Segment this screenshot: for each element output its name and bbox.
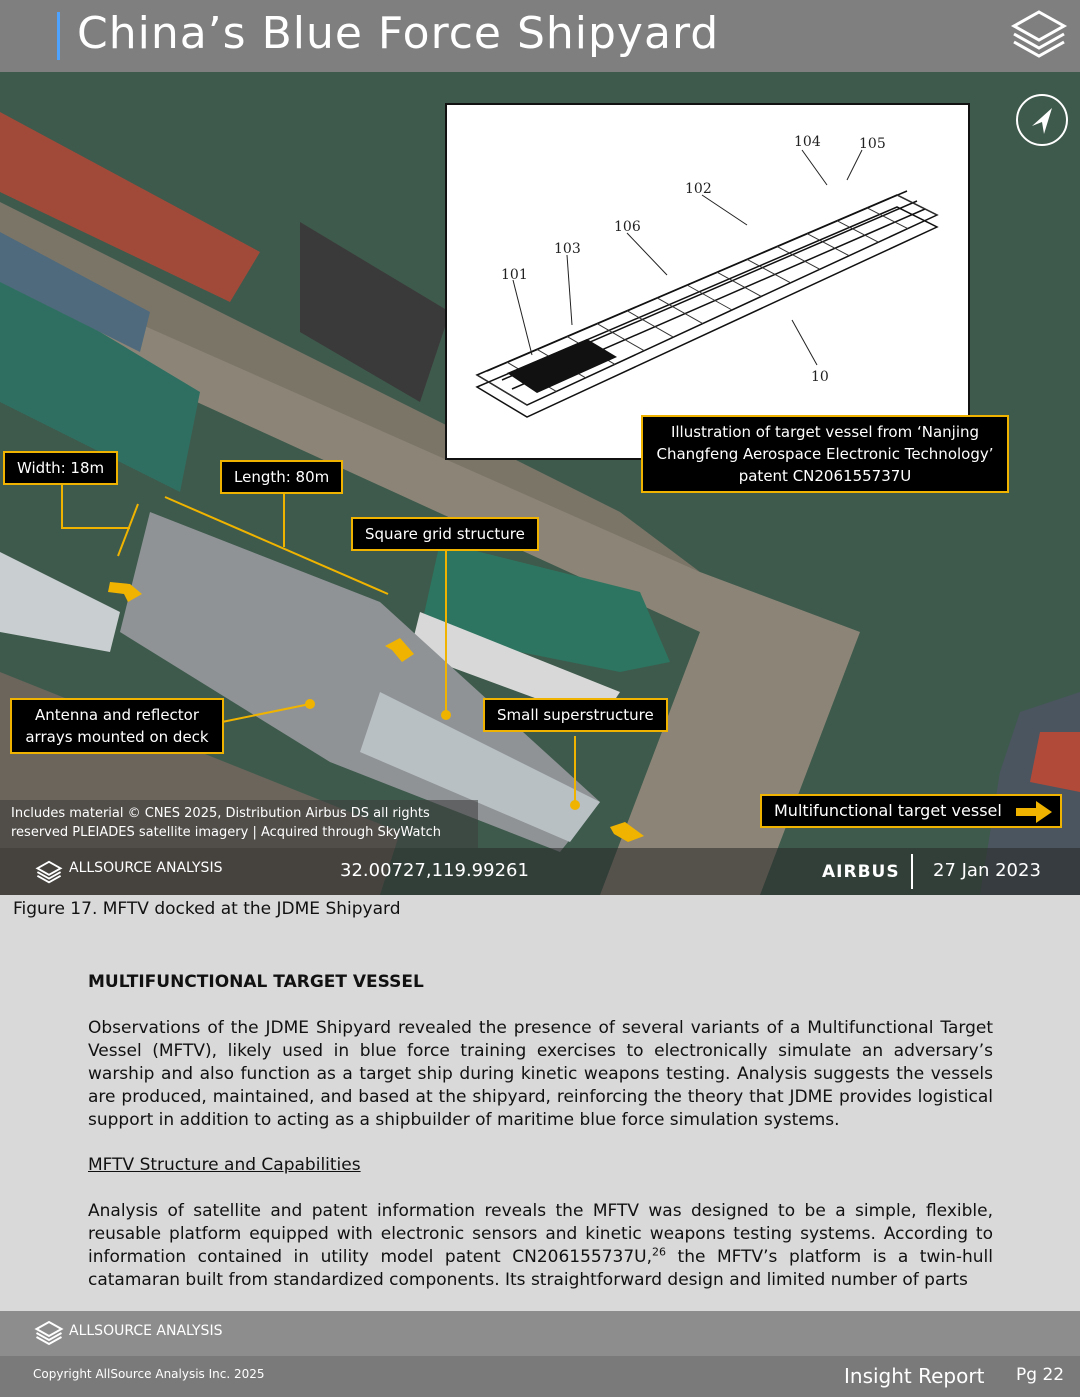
label-mftv-text: Multifunctional target vessel: [774, 801, 1002, 820]
image-date: 27 Jan 2023: [933, 860, 1041, 881]
image-info-bar: [0, 848, 1080, 895]
patent-number-104: 104: [794, 134, 821, 150]
patent-number-102: 102: [685, 181, 712, 197]
label-length: Length: 80m: [220, 460, 343, 494]
allsource-logo-icon: [33, 1320, 65, 1348]
label-mftv: [760, 794, 1062, 828]
footnote-ref[interactable]: 26: [652, 1245, 667, 1259]
label-superstructure: Small superstructure: [483, 698, 668, 732]
info-separator: [911, 854, 913, 889]
patent-number-10: 10: [811, 369, 829, 385]
footer-report-title: Insight Report: [844, 1364, 985, 1388]
image-brand: ALLSOURCE ANALYSIS: [69, 860, 223, 876]
patent-illustration: [445, 103, 970, 460]
allsource-logo-icon: [33, 860, 65, 886]
label-antenna: Antenna and reflector arrays mounted on deck: [10, 698, 224, 754]
image-credit: Includes material © CNES 2025, Distribution Airbus DS all rights reserved PLEIADES satellite imagery | Acquired through SkyWatch: [0, 800, 478, 848]
airbus-logo: AIRBUS: [822, 862, 900, 882]
paragraph-2-part-a: Analysis of satellite and patent information reveals the MFTV was designed to be a simple, flexible, reusable platform equipped with electronic sensors and kinetic weapons testing systems. According to information contained in utility model patent CN206155737U,: [88, 1201, 993, 1267]
patent-number-106: 106: [614, 219, 641, 235]
patent-number-101: 101: [501, 267, 528, 283]
label-grid: Square grid structure: [351, 517, 539, 551]
paragraph-1: Observations of the JDME Shipyard revealed the presence of several variants of a Multifunctional Target Vessel (MFTV), likely used in blue force training exercises to electronically simulate an adversary’s warship and also function as a target ship during kinetic weapons testing. Analysis suggests the vessels are produced, maintained, and based at the shipyard, reinforcing the theory that JDME provides logistical support in addition to acting as a shipbuilder of maritime blue force simulation systems.: [88, 1018, 993, 1130]
allsource-logo-icon: [1008, 8, 1070, 64]
north-arrow-icon: [1016, 94, 1068, 146]
footer-top: [0, 1311, 1080, 1356]
page-title: China’s Blue Force Shipyard: [77, 8, 720, 59]
footer-copyright: Copyright AllSource Analysis Inc. 2025: [33, 1367, 265, 1381]
subsection-heading: MFTV Structure and Capabilities: [88, 1155, 361, 1175]
image-coordinates: 32.00727,119.99261: [340, 860, 529, 881]
page-header: [0, 0, 1080, 72]
section-heading: MULTIFUNCTIONAL TARGET VESSEL: [88, 972, 424, 992]
patent-caption: Illustration of target vessel from ‘Nanjing Changfeng Aerospace Electronic Technology’ patent CN206155737U: [641, 415, 1009, 493]
satellite-image: [0, 72, 1080, 895]
paragraph-2: [88, 1200, 993, 1292]
label-width: Width: 18m: [3, 451, 118, 485]
patent-drawing: [447, 105, 968, 458]
paragraph-2-part-b: the MFTV’s platform is a twin-hull catamaran built from standardized components. Its straightforward design and limited number of parts: [88, 1247, 993, 1290]
arrow-right-icon: [1016, 801, 1052, 823]
figure-caption: Figure 17. MFTV docked at the JDME Shipyard: [13, 899, 401, 919]
page-footer: [0, 1311, 1080, 1397]
patent-number-103: 103: [554, 241, 581, 257]
page-number: Pg 22: [1016, 1365, 1065, 1385]
patent-number-105: 105: [859, 136, 886, 152]
header-accent-bar: [57, 12, 60, 60]
footer-brand: ALLSOURCE ANALYSIS: [69, 1323, 223, 1339]
